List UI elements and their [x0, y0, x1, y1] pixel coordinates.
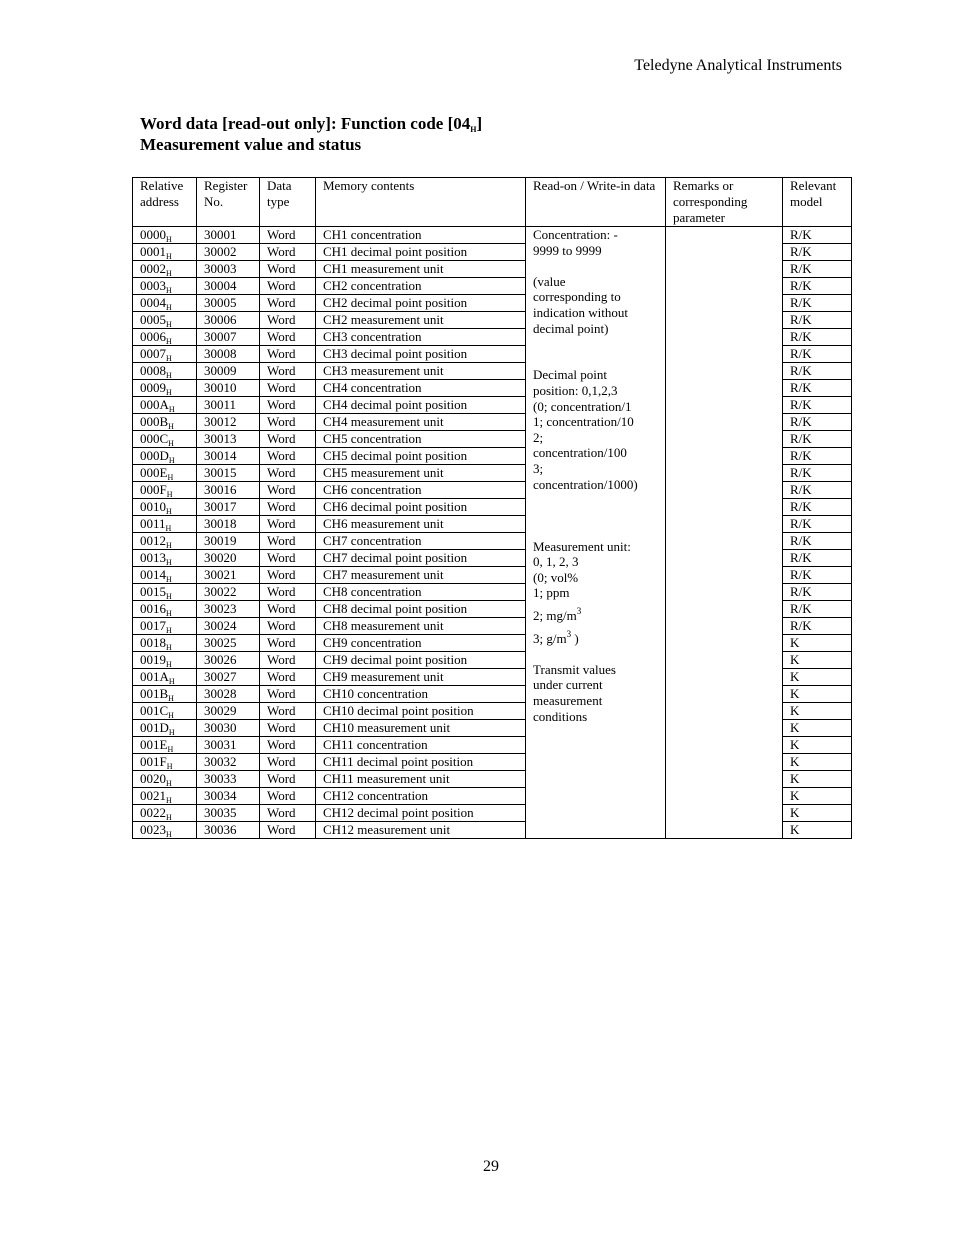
relative-address-cell: $0012_H$ — [133, 533, 197, 550]
relative-address-cell: $0004_H$ — [133, 295, 197, 312]
relative-address-cell: $0002_H$ — [133, 261, 197, 278]
relative-address-cell: $000C_H$ — [133, 431, 197, 448]
relative-address-cell: $001D_H$ — [133, 720, 197, 737]
relative-address-cell: $0009_H$ — [133, 380, 197, 397]
memory-contents-cell: CH8 decimal point position — [316, 601, 526, 618]
memory-contents-cell: CH3 decimal point position — [316, 346, 526, 363]
column-header-read-write-data: Read-on / Write-in data — [526, 178, 666, 227]
data-type-cell: Word — [260, 669, 316, 686]
register-no-cell: 30020 — [197, 550, 260, 567]
relative-address-cell: $000D_H$ — [133, 448, 197, 465]
relevant-model-cell: K — [783, 720, 852, 737]
relevant-model-cell: K — [783, 652, 852, 669]
register-no-cell: 30004 — [197, 278, 260, 295]
relevant-model-cell: R/K — [783, 346, 852, 363]
relative-address-cell: $0000_H$ — [133, 227, 197, 244]
relative-address-cell: $000A_H$ — [133, 397, 197, 414]
data-type-cell: Word — [260, 380, 316, 397]
relative-address-cell: $0019_H$ — [133, 652, 197, 669]
relative-address-cell: $0021_H$ — [133, 788, 197, 805]
register-no-cell: 30006 — [197, 312, 260, 329]
data-type-cell: Word — [260, 771, 316, 788]
memory-contents-cell: CH4 decimal point position — [316, 397, 526, 414]
relevant-model-cell: K — [783, 788, 852, 805]
data-type-cell: Word — [260, 261, 316, 278]
relevant-model-cell: K — [783, 737, 852, 754]
relevant-model-cell: R/K — [783, 244, 852, 261]
data-type-cell: Word — [260, 550, 316, 567]
relative-address-cell: $0020_H$ — [133, 771, 197, 788]
memory-contents-cell: CH7 decimal point position — [316, 550, 526, 567]
register-no-cell: 30011 — [197, 397, 260, 414]
data-type-cell: Word — [260, 431, 316, 448]
read-write-data-cell: Concentration: - 9999 to 9999 (value corresponding to indication without decimal point) Decimal point position: 0,1,2,3 (0; concentration/1 1; concentration/10 2; concentration/100 3; concentration/1000) Measurement unit: 0, 1, 2, 3 (0; vol% 1; ppm 2; $mg/m^3$ 3; $g/m^3$ ) Transmit values under current measurement conditions — [526, 227, 666, 839]
memory-contents-cell: CH9 concentration — [316, 635, 526, 652]
relative-address-cell: $0016_H$ — [133, 601, 197, 618]
relevant-model-cell: R/K — [783, 516, 852, 533]
table-header-row — [133, 178, 852, 227]
column-header-data-type: Data type — [260, 178, 316, 227]
register-no-cell: 30036 — [197, 822, 260, 839]
register-no-cell: 30031 — [197, 737, 260, 754]
relative-address-cell: $0006_H$ — [133, 329, 197, 346]
data-type-cell: Word — [260, 346, 316, 363]
column-header-remarks: Remarks or corresponding parameter — [666, 178, 783, 227]
relevant-model-cell: R/K — [783, 380, 852, 397]
data-type-cell: Word — [260, 567, 316, 584]
relative-address-cell: $001C_H$ — [133, 703, 197, 720]
data-type-cell: Word — [260, 363, 316, 380]
register-no-cell: 30034 — [197, 788, 260, 805]
memory-contents-cell: CH5 concentration — [316, 431, 526, 448]
relevant-model-cell: K — [783, 771, 852, 788]
memory-contents-cell: CH6 decimal point position — [316, 499, 526, 516]
register-no-cell: 30024 — [197, 618, 260, 635]
register-no-cell: 30021 — [197, 567, 260, 584]
relative-address-cell: $000B_H$ — [133, 414, 197, 431]
relative-address-cell: $0007_H$ — [133, 346, 197, 363]
data-type-cell: Word — [260, 244, 316, 261]
relevant-model-cell: R/K — [783, 448, 852, 465]
relevant-model-cell: R/K — [783, 295, 852, 312]
relevant-model-cell: R/K — [783, 499, 852, 516]
memory-contents-cell: CH2 measurement unit — [316, 312, 526, 329]
register-no-cell: 30013 — [197, 431, 260, 448]
relevant-model-cell: R/K — [783, 312, 852, 329]
relevant-model-cell: K — [783, 703, 852, 720]
relative-address-cell: $001A_H$ — [133, 669, 197, 686]
memory-contents-cell: CH4 concentration — [316, 380, 526, 397]
relative-address-cell: $0018_H$ — [133, 635, 197, 652]
data-type-cell: Word — [260, 652, 316, 669]
memory-contents-cell: CH3 concentration — [316, 329, 526, 346]
memory-contents-cell: CH3 measurement unit — [316, 363, 526, 380]
memory-contents-cell: CH6 measurement unit — [316, 516, 526, 533]
register-no-cell: 30022 — [197, 584, 260, 601]
relative-address-cell: $0011_H$ — [133, 516, 197, 533]
data-type-cell: Word — [260, 720, 316, 737]
data-type-cell: Word — [260, 601, 316, 618]
data-type-cell: Word — [260, 703, 316, 720]
register-no-cell: 30009 — [197, 363, 260, 380]
memory-contents-cell: CH4 measurement unit — [316, 414, 526, 431]
relative-address-cell: $0017_H$ — [133, 618, 197, 635]
register-no-cell: 30005 — [197, 295, 260, 312]
relevant-model-cell: K — [783, 669, 852, 686]
relative-address-cell: $000E_H$ — [133, 465, 197, 482]
memory-contents-cell: CH2 concentration — [316, 278, 526, 295]
register-no-cell: 30032 — [197, 754, 260, 771]
data-type-cell: Word — [260, 635, 316, 652]
relevant-model-cell: R/K — [783, 533, 852, 550]
register-no-cell: 30030 — [197, 720, 260, 737]
data-type-cell: Word — [260, 278, 316, 295]
memory-contents-cell: CH5 measurement unit — [316, 465, 526, 482]
relative-address-cell: $001B_H$ — [133, 686, 197, 703]
relevant-model-cell: K — [783, 686, 852, 703]
memory-contents-cell: CH6 concentration — [316, 482, 526, 499]
memory-contents-cell: CH11 decimal point position — [316, 754, 526, 771]
memory-contents-cell: CH5 decimal point position — [316, 448, 526, 465]
register-no-cell: 30027 — [197, 669, 260, 686]
register-no-cell: 30035 — [197, 805, 260, 822]
relevant-model-cell: R/K — [783, 227, 852, 244]
relative-address-cell: $0013_H$ — [133, 550, 197, 567]
relevant-model-cell: R/K — [783, 414, 852, 431]
register-no-cell: 30018 — [197, 516, 260, 533]
register-no-cell: 30001 — [197, 227, 260, 244]
relevant-model-cell: R/K — [783, 618, 852, 635]
register-no-cell: 30012 — [197, 414, 260, 431]
relevant-model-cell: R/K — [783, 601, 852, 618]
register-no-cell: 30028 — [197, 686, 260, 703]
relative-address-cell: $001F_H$ — [133, 754, 197, 771]
memory-contents-cell: CH8 concentration — [316, 584, 526, 601]
column-header-relative-address: Relative address — [133, 178, 197, 227]
register-table — [132, 177, 852, 839]
register-no-cell: 30008 — [197, 346, 260, 363]
relevant-model-cell: R/K — [783, 567, 852, 584]
memory-contents-cell: CH10 measurement unit — [316, 720, 526, 737]
relevant-model-cell: R/K — [783, 261, 852, 278]
data-type-cell: Word — [260, 482, 316, 499]
data-type-cell: Word — [260, 805, 316, 822]
table-row — [133, 227, 852, 244]
register-no-cell: 30010 — [197, 380, 260, 397]
data-type-cell: Word — [260, 584, 316, 601]
memory-contents-cell: CH7 concentration — [316, 533, 526, 550]
register-no-cell: 30025 — [197, 635, 260, 652]
data-type-cell: Word — [260, 329, 316, 346]
relevant-model-cell: K — [783, 822, 852, 839]
column-header-relevant-model: Relevant model — [783, 178, 852, 227]
heading-line-2: Measurement value and status — [140, 135, 362, 154]
memory-contents-cell: CH12 measurement unit — [316, 822, 526, 839]
relevant-model-cell: R/K — [783, 431, 852, 448]
memory-contents-cell: CH9 measurement unit — [316, 669, 526, 686]
data-type-cell: Word — [260, 737, 316, 754]
register-no-cell: 30029 — [197, 703, 260, 720]
memory-contents-cell: CH12 decimal point position — [316, 805, 526, 822]
data-type-cell: Word — [260, 686, 316, 703]
relative-address-cell: $0010_H$ — [133, 499, 197, 516]
relevant-model-cell: R/K — [783, 550, 852, 567]
relative-address-cell: $001E_H$ — [133, 737, 197, 754]
relative-address-cell: $0015_H$ — [133, 584, 197, 601]
data-type-cell: Word — [260, 822, 316, 839]
data-type-cell: Word — [260, 533, 316, 550]
register-no-cell: 30007 — [197, 329, 260, 346]
table-body — [133, 227, 852, 839]
relevant-model-cell: R/K — [783, 278, 852, 295]
column-header-memory-contents: Memory contents — [316, 178, 526, 227]
relevant-model-cell: K — [783, 635, 852, 652]
relative-address-cell: $0001_H$ — [133, 244, 197, 261]
register-no-cell: 30017 — [197, 499, 260, 516]
data-type-cell: Word — [260, 465, 316, 482]
memory-contents-cell: CH10 concentration — [316, 686, 526, 703]
data-type-cell: Word — [260, 312, 316, 329]
register-no-cell: 30002 — [197, 244, 260, 261]
memory-contents-cell: CH2 decimal point position — [316, 295, 526, 312]
relevant-model-cell: K — [783, 754, 852, 771]
memory-contents-cell: CH10 decimal point position — [316, 703, 526, 720]
memory-contents-cell: CH11 concentration — [316, 737, 526, 754]
relative-address-cell: $0023_H$ — [133, 822, 197, 839]
relative-address-cell: $0022_H$ — [133, 805, 197, 822]
register-no-cell: 30033 — [197, 771, 260, 788]
column-header-register-no: Register No. — [197, 178, 260, 227]
relevant-model-cell: R/K — [783, 363, 852, 380]
register-no-cell: 30014 — [197, 448, 260, 465]
relative-address-cell: $0003_H$ — [133, 278, 197, 295]
data-type-cell: Word — [260, 295, 316, 312]
relevant-model-cell: K — [783, 805, 852, 822]
memory-contents-cell: CH1 measurement unit — [316, 261, 526, 278]
data-type-cell: Word — [260, 499, 316, 516]
relevant-model-cell: R/K — [783, 397, 852, 414]
register-no-cell: 30016 — [197, 482, 260, 499]
register-no-cell: 30003 — [197, 261, 260, 278]
register-no-cell: 30019 — [197, 533, 260, 550]
heading-line-1: Word data [read-out only]: Function code $[04_H]$ — [140, 114, 483, 134]
relative-address-cell: $0005_H$ — [133, 312, 197, 329]
relative-address-cell: $0008_H$ — [133, 363, 197, 380]
data-type-cell: Word — [260, 414, 316, 431]
relevant-model-cell: R/K — [783, 584, 852, 601]
register-no-cell: 30026 — [197, 652, 260, 669]
memory-contents-cell: CH7 measurement unit — [316, 567, 526, 584]
memory-contents-cell: CH1 decimal point position — [316, 244, 526, 261]
register-no-cell: 30023 — [197, 601, 260, 618]
relevant-model-cell: R/K — [783, 465, 852, 482]
memory-contents-cell: CH12 concentration — [316, 788, 526, 805]
data-type-cell: Word — [260, 397, 316, 414]
data-type-cell: Word — [260, 448, 316, 465]
memory-contents-cell: CH9 decimal point position — [316, 652, 526, 669]
memory-contents-cell: CH1 concentration — [316, 227, 526, 244]
data-type-cell: Word — [260, 754, 316, 771]
relative-address-cell: $000F_H$ — [133, 482, 197, 499]
data-type-cell: Word — [260, 227, 316, 244]
data-type-cell: Word — [260, 516, 316, 533]
relevant-model-cell: R/K — [783, 482, 852, 499]
section-heading — [140, 113, 482, 155]
data-type-cell: Word — [260, 788, 316, 805]
running-header: Teledyne Analytical Instruments — [634, 57, 842, 74]
remarks-cell — [666, 227, 783, 839]
memory-contents-cell: CH11 measurement unit — [316, 771, 526, 788]
relative-address-cell: $0014_H$ — [133, 567, 197, 584]
register-no-cell: 30015 — [197, 465, 260, 482]
data-type-cell: Word — [260, 618, 316, 635]
page-number: 29 — [483, 1158, 499, 1175]
memory-contents-cell: CH8 measurement unit — [316, 618, 526, 635]
relevant-model-cell: R/K — [783, 329, 852, 346]
